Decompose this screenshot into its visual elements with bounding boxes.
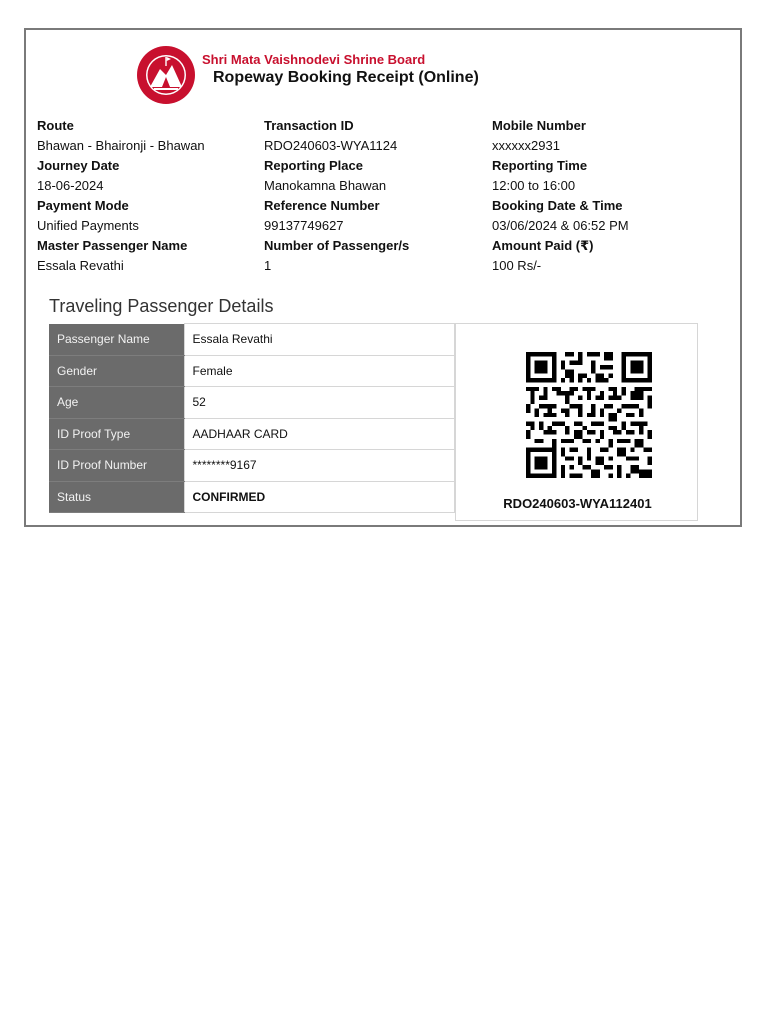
table-row xyxy=(49,450,455,482)
route-field xyxy=(37,116,257,156)
master-passenger-label: Master Passenger Name xyxy=(37,238,188,253)
journey-date-value: 18-06-2024 xyxy=(37,178,104,193)
route-label: Route xyxy=(37,118,74,133)
payment-mode-field xyxy=(37,196,257,236)
transaction-id-value: RDO240603-WYA1124 xyxy=(264,138,398,153)
qr-code-value: RDO240603-WYA112401 xyxy=(503,496,652,511)
transaction-id-label: Transaction ID xyxy=(264,118,354,133)
organization-name: Shri Mata Vaishnodevi Shrine Board xyxy=(202,52,426,67)
reporting-place-label: Reporting Place xyxy=(264,158,363,173)
status-label: Status xyxy=(49,481,184,513)
payment-mode-value: Unified Payments xyxy=(37,218,139,233)
id-proof-number-label: ID Proof Number xyxy=(49,450,184,482)
id-proof-type-value: AADHAAR CARD xyxy=(184,418,455,450)
mobile-number-value: xxxxxx2931 xyxy=(492,138,560,153)
receipt-card xyxy=(24,28,742,527)
route-value: Bhawan - Bhaironji - Bhawan xyxy=(37,138,205,153)
reporting-place-value: Manokamna Bhawan xyxy=(264,178,387,193)
amount-paid-field xyxy=(492,236,712,276)
passenger-name-label: Passenger Name xyxy=(49,324,184,356)
passenger-name-value: Essala Revathi xyxy=(184,324,455,356)
table-row xyxy=(49,387,455,419)
reporting-place-field xyxy=(264,156,484,196)
booking-datetime-field xyxy=(492,196,712,236)
passenger-count-value: 1 xyxy=(264,258,272,273)
id-proof-number-value: ********9167 xyxy=(184,450,455,482)
table-row xyxy=(49,418,455,450)
gender-value: Female xyxy=(184,355,455,387)
table-row xyxy=(49,324,455,356)
master-passenger-field xyxy=(37,236,257,276)
gender-label: Gender xyxy=(49,355,184,387)
reporting-time-value: 12:00 to 16:00 xyxy=(492,178,576,193)
master-passenger-value: Essala Revathi xyxy=(37,258,124,273)
journey-date-field xyxy=(37,156,257,196)
transaction-id-field xyxy=(264,116,484,156)
passenger-count-field xyxy=(264,236,484,276)
amount-paid-value: 100 Rs/- xyxy=(492,258,542,273)
mobile-number-field xyxy=(492,116,712,156)
passenger-count-label: Number of Passenger/s xyxy=(264,238,410,253)
status-value: CONFIRMED xyxy=(184,481,455,513)
qr-panel xyxy=(455,323,698,521)
reference-number-label: Reference Number xyxy=(264,198,380,213)
shrine-board-logo-icon xyxy=(136,45,196,105)
age-label: Age xyxy=(49,387,184,419)
id-proof-type-label: ID Proof Type xyxy=(49,418,184,450)
table-row xyxy=(49,481,455,513)
passenger-details-table xyxy=(49,323,455,513)
reference-number-value: 99137749627 xyxy=(264,218,344,233)
reporting-time-field xyxy=(492,156,712,196)
age-value: 52 xyxy=(184,387,455,419)
booking-datetime-value: 03/06/2024 & 06:52 PM xyxy=(492,218,629,233)
qr-code-icon xyxy=(522,352,656,478)
mobile-number-label: Mobile Number xyxy=(492,118,586,133)
reference-number-field xyxy=(264,196,484,236)
journey-date-label: Journey Date xyxy=(37,158,120,173)
payment-mode-label: Payment Mode xyxy=(37,198,129,213)
amount-paid-label: Amount Paid (₹) xyxy=(492,238,594,253)
reporting-time-label: Reporting Time xyxy=(492,158,588,173)
table-row xyxy=(49,355,455,387)
booking-datetime-label: Booking Date & Time xyxy=(492,198,623,213)
receipt-title: Ropeway Booking Receipt (Online) xyxy=(213,69,479,86)
passenger-details-title: Traveling Passenger Details xyxy=(49,296,274,316)
